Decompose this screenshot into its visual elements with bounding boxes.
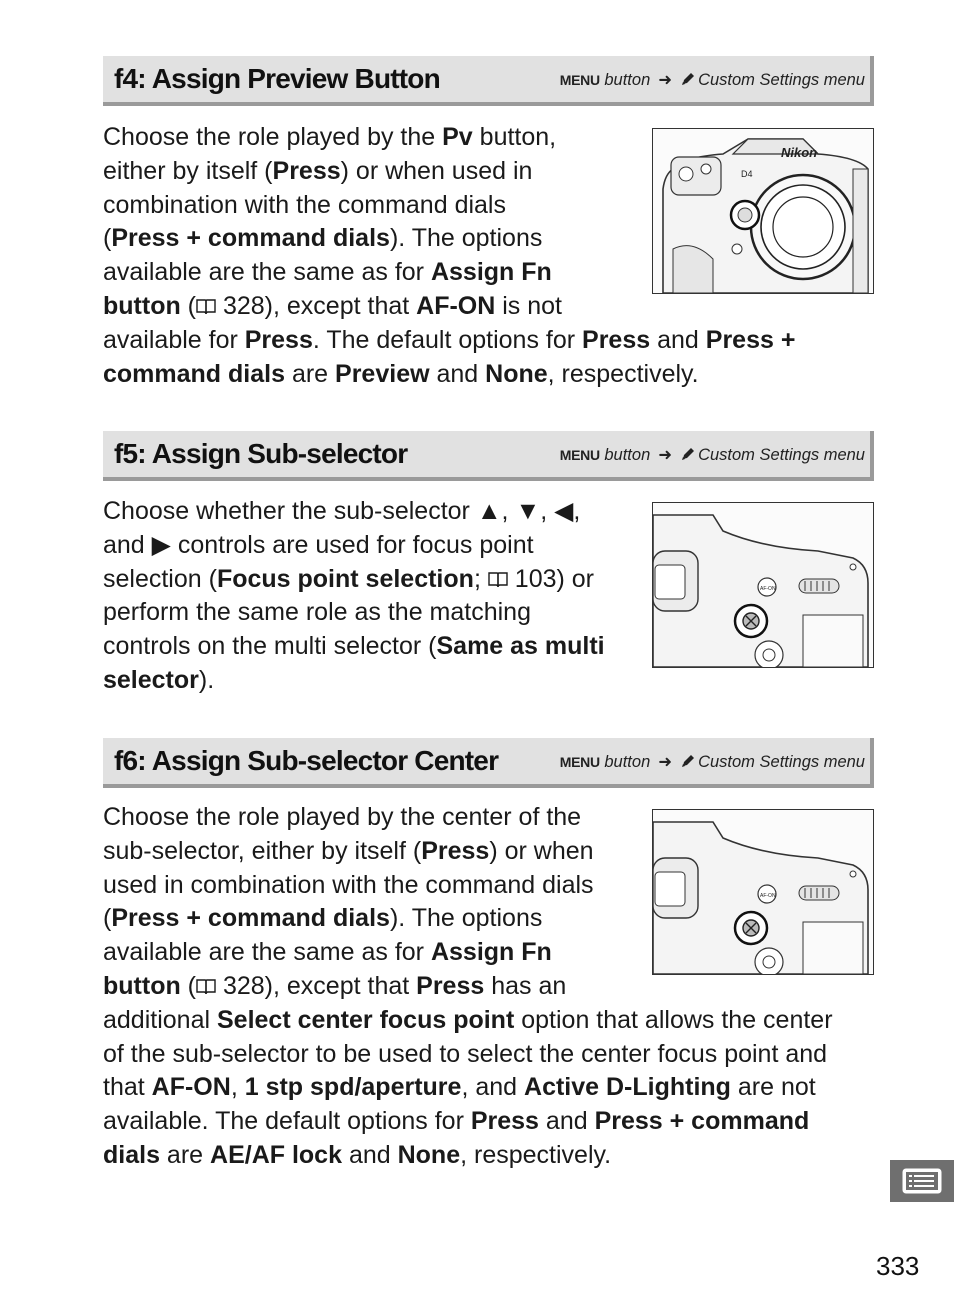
text-run: available are the same as for bbox=[103, 938, 431, 967]
text-run: ( bbox=[103, 904, 112, 933]
bold-term: Press bbox=[272, 156, 341, 185]
bold-term: AF-ON bbox=[416, 291, 496, 320]
text-run: , respectively. bbox=[460, 1140, 612, 1169]
text-run: Choose the role played by the bbox=[103, 123, 443, 151]
menu-key: MENU bbox=[559, 754, 600, 770]
text-line bbox=[103, 290, 795, 324]
section-f5 bbox=[103, 431, 874, 694]
text-line bbox=[103, 664, 605, 698]
bold-term: Press bbox=[582, 325, 651, 354]
bold-term: button bbox=[103, 291, 181, 320]
section-title: f6: Assign Sub-selector Center bbox=[114, 745, 499, 776]
camera-rear-image bbox=[652, 809, 874, 975]
text-line bbox=[103, 495, 605, 529]
text-run: ( bbox=[180, 971, 197, 1000]
text-run: are not bbox=[730, 1073, 816, 1102]
text-line bbox=[103, 358, 795, 392]
page-number: 333 bbox=[876, 1251, 920, 1281]
model-label: D4 bbox=[741, 169, 753, 179]
text-line bbox=[103, 529, 605, 563]
bold-term: Press bbox=[470, 1107, 539, 1136]
menu-name: Custom Settings menu bbox=[698, 753, 865, 771]
bold-term: Same as multi bbox=[436, 632, 605, 661]
text-run: 328), except that bbox=[216, 971, 417, 1000]
text-run: is not bbox=[495, 291, 562, 320]
section-title: f4: Assign Preview Button bbox=[114, 63, 440, 94]
text-line bbox=[103, 1139, 833, 1173]
menu-path bbox=[560, 752, 865, 774]
bold-term: Preview bbox=[335, 359, 430, 388]
menu-path bbox=[560, 70, 865, 92]
camera-front-image bbox=[652, 128, 874, 294]
text-run: and ▶ controls are used for focus point bbox=[103, 530, 534, 559]
text-run: , bbox=[230, 1073, 245, 1102]
text-run: additional bbox=[103, 1005, 217, 1034]
text-run: are bbox=[285, 359, 336, 388]
bold-term: selector bbox=[103, 665, 199, 694]
text-run: available are the same as for bbox=[103, 258, 431, 287]
text-line bbox=[103, 596, 605, 630]
text-run: . The default options for bbox=[312, 325, 583, 354]
page-ref-icon bbox=[196, 974, 216, 999]
text-line bbox=[103, 630, 605, 664]
bold-term: dials bbox=[103, 1140, 160, 1169]
bold-term: AF-ON bbox=[151, 1073, 231, 1102]
text-run: button, bbox=[472, 123, 557, 151]
text-run: ( bbox=[180, 291, 197, 320]
text-run: combination with the command dials bbox=[103, 190, 506, 219]
bold-term: None bbox=[397, 1140, 461, 1169]
bold-term: Press + command dials bbox=[111, 224, 390, 253]
button-text: button bbox=[599, 446, 651, 464]
af-on-label: AF-ON bbox=[760, 586, 776, 592]
bold-term: Assign Fn bbox=[430, 938, 552, 967]
af-on-label: AF-ON bbox=[760, 893, 776, 899]
arrow-icon: ➜ bbox=[658, 446, 673, 464]
pencil-icon bbox=[680, 71, 696, 92]
bold-term: Press + command dials bbox=[111, 904, 390, 933]
bold-term: Press bbox=[421, 836, 490, 865]
text-run: and bbox=[538, 1107, 595, 1136]
text-run: ; bbox=[473, 564, 488, 593]
text-line bbox=[103, 324, 795, 358]
menu-path bbox=[560, 445, 865, 467]
custom-settings-tab[interactable] bbox=[890, 1160, 954, 1202]
bold-term: Press bbox=[244, 325, 313, 354]
section-header bbox=[103, 56, 874, 106]
section-header bbox=[103, 738, 874, 788]
text-line bbox=[103, 1105, 833, 1139]
bold-term: Assign Fn bbox=[430, 258, 552, 287]
text-run: of the sub-selector to be used to select the center focus point and bbox=[103, 1039, 828, 1068]
text-run: either by itself ( bbox=[103, 156, 273, 185]
section-f4 bbox=[103, 56, 874, 388]
text-run: , respectively. bbox=[547, 359, 699, 388]
bold-term: Select center focus point bbox=[216, 1005, 515, 1034]
bold-term: Press + command bbox=[594, 1107, 810, 1136]
text-run: has an bbox=[484, 971, 567, 1000]
body-text bbox=[103, 495, 605, 698]
text-run: ) or when used in bbox=[340, 156, 533, 185]
text-line bbox=[103, 1038, 833, 1072]
menu-list-icon bbox=[902, 1168, 942, 1194]
text-run: available. The default options for bbox=[103, 1107, 471, 1136]
text-line bbox=[103, 563, 605, 597]
bold-term: None bbox=[485, 359, 548, 388]
text-run: controls on the multi selector ( bbox=[103, 632, 437, 661]
bold-term: Press bbox=[416, 971, 485, 1000]
menu-name: Custom Settings menu bbox=[698, 71, 865, 89]
text-run: sub-selector, either by itself ( bbox=[103, 836, 422, 865]
arrow-icon: ➜ bbox=[658, 71, 673, 89]
text-run: ). The options bbox=[389, 224, 543, 253]
arrow-icon: ➜ bbox=[658, 753, 673, 771]
text-run: 103) or bbox=[507, 564, 595, 593]
text-run: perform the same role as the matching bbox=[103, 598, 531, 627]
menu-key: MENU bbox=[559, 447, 600, 463]
menu-name: Custom Settings menu bbox=[698, 446, 865, 464]
section-f6 bbox=[103, 738, 874, 1169]
text-run: ). The options bbox=[389, 904, 543, 933]
bold-term: Pv bbox=[442, 123, 473, 151]
text-run: selection ( bbox=[103, 564, 217, 593]
section-title: f5: Assign Sub-selector bbox=[114, 438, 408, 469]
text-run: are bbox=[159, 1140, 211, 1169]
text-run: and bbox=[429, 359, 486, 388]
text-run: 328), except that bbox=[216, 291, 417, 320]
text-line bbox=[103, 1071, 833, 1105]
bold-term: command dials bbox=[103, 359, 285, 388]
text-run: and bbox=[650, 325, 706, 354]
text-run: option that allows the center bbox=[514, 1005, 833, 1034]
text-run: Choose the role played by the center of the bbox=[103, 803, 582, 831]
pencil-icon bbox=[680, 753, 696, 774]
text-run: ). bbox=[198, 665, 215, 694]
text-run: ) or when bbox=[489, 836, 594, 865]
bold-term: Active D-Lighting bbox=[524, 1073, 731, 1102]
bold-term: AE/AF lock bbox=[210, 1140, 342, 1169]
brand-logo: Nikon bbox=[781, 145, 818, 160]
bold-term: Press + bbox=[705, 325, 796, 354]
section-header bbox=[103, 431, 874, 481]
page-ref-icon bbox=[488, 567, 508, 592]
text-run: , and bbox=[461, 1073, 525, 1102]
pencil-icon bbox=[680, 446, 696, 467]
text-run: ( bbox=[103, 224, 112, 253]
bold-term: Focus point selection bbox=[216, 564, 474, 593]
page-ref-icon bbox=[196, 294, 216, 319]
text-line bbox=[103, 970, 833, 1004]
menu-key: MENU bbox=[559, 72, 600, 88]
bold-term: 1 stp spd/aperture bbox=[244, 1073, 462, 1102]
bold-term: button bbox=[103, 971, 181, 1000]
text-run: Choose whether the sub-selector ▲, ▼, ◀, bbox=[103, 497, 581, 525]
text-run: used in combination with the command dials bbox=[103, 870, 594, 899]
text-run: that bbox=[103, 1073, 152, 1102]
text-run: and bbox=[342, 1140, 398, 1169]
text-run: available for bbox=[103, 325, 245, 354]
text-line bbox=[103, 1004, 833, 1038]
button-text: button bbox=[599, 71, 651, 89]
button-text: button bbox=[599, 753, 651, 771]
camera-rear-image bbox=[652, 502, 874, 668]
